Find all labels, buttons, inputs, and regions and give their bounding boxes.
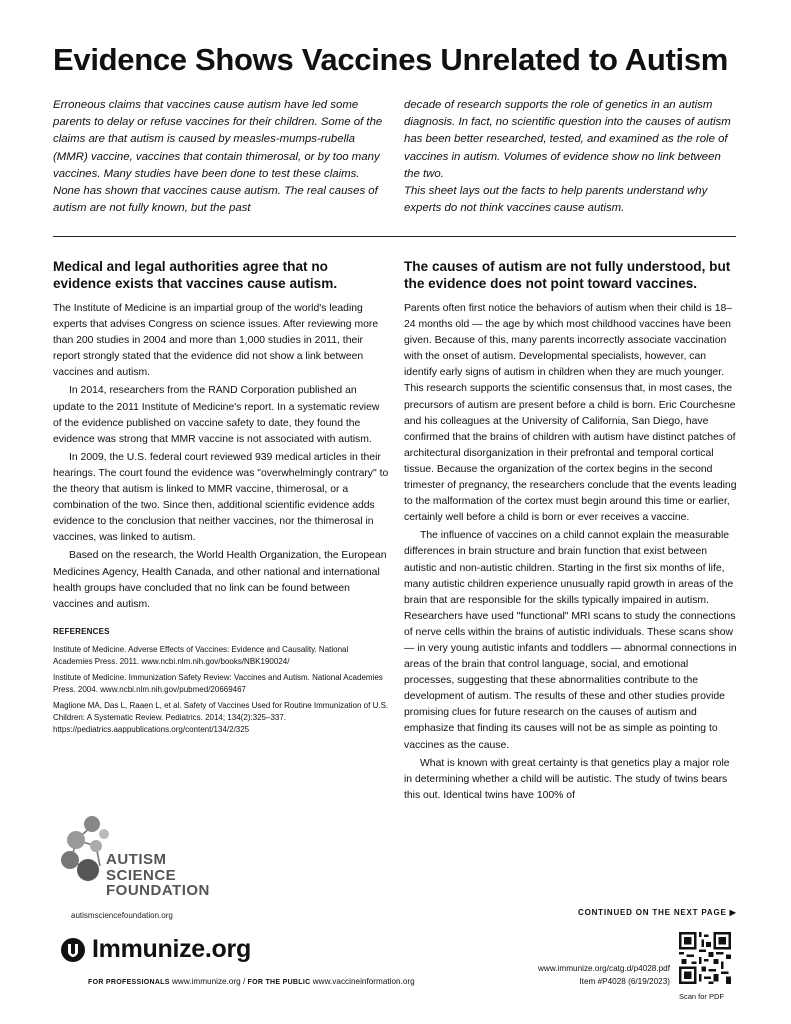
section-heading: Medical and legal authorities agree that no evidence exists that vaccines cause autism. [53,259,338,291]
asf-logo-text: AUTISM SCIENCE FOUNDATION [106,851,210,899]
asf-url[interactable]: autismsciencefoundation.org [71,911,173,920]
professional-url[interactable]: www.immunize.org [172,977,241,986]
immunize-logo-icon [60,937,86,963]
body-paragraph: The Institute of Medicine is an impartial group of the world's leading experts that advises Congress on science issues. After reviewing more than 200 studies in 2004 and more than 1,000 studies in 2011, their report strongly stated that the evidence did not show a link between vaccines and autism. [53,303,379,379]
intro-paragraph: decade of research supports the role of genetics in an autism diagnosis. In fact, no scientific question into the causes of autism has been better researched, tested, and examined as the role of vaccines in autism. Volumes of evidence show no link between the two. [404,99,731,180]
intro-left [53,97,388,217]
body-paragraph: In 2009, the U.S. federal court reviewed 939 medical articles in their hearings. The court found the evidence was "overwhelmingly contrary" to the theory that autism is linked to MMR vaccine, thimerosal, or a combination of the two. Since then, additional scientific evidence adds evidence to the conclusion that neither vaccines, nor the thimerosal in vaccines, was linked to autism. [53,451,389,544]
section-divider [53,236,736,237]
immunize-name: Immunize.org [92,935,251,963]
reference-item: Maglione MA, Das L, Raaen L, et al. Safety of Vaccines Used for Routine Immunization of U.S. Children: A Systematic Review. Pediatrics. 2014; 134(2):325–337. https://pediatrics.aappublications.org/content/134/2/325 [53,700,389,734]
intro-right [404,97,739,217]
intro-paragraph: Erroneous claims that vaccines cause autism have led some parents to delay or refuse vaccines for their children. Some of the claims are that autism is caused by measles-mumps-rubella (MMR) vaccine, vaccines that contain thimerosal, or by too many vaccines. Many studies have been done to test these claims. None has shown that vaccines cause autism. The real causes of autism are not fully known, but the past [53,99,383,215]
catg-url[interactable]: www.immunize.org/catg.d/p4028.pdf [538,964,670,973]
left-column [53,258,389,740]
immunize-logo [60,935,251,964]
footer-item-info [505,962,670,988]
footer-links: FOR PROFESSIONALS www.immunize.org / FOR THE PUBLIC www.vaccineinformation.org [88,977,415,986]
page-title: Evidence Shows Vaccines Unrelated to Autism [53,42,729,77]
item-number: Item #P4028 (6/19/2023) [579,977,670,986]
reference-item: Institute of Medicine. Adverse Effects of Vaccines: Evidence and Causality. National Academies Press. 2011. www.ncbi.nlm.nih.gov/books/NBK190024/ [53,644,349,666]
public-url[interactable]: www.vaccineinformation.org [312,977,415,986]
scan-caption: Scan for PDF [679,992,725,1001]
body-paragraph: Parents often first notice the behaviors of autism when their child is 18–24 months old — the age by which most childhood vaccines have been given. Because of this, many parents incorrectly associate vaccination with the onset of autism. Developmental specialists, however, can identify early signs of autism in children when they are much younger. This research supports the scientific consensus that, in most cases, the precursors of autism are present before a child is born. Eric Courchesne and his colleagues at the University of California, San Diego, have confirmed that the brains of children with autism have distinct patches of architectural disorganization in their prefrontal and temporal cortical tissue. Because the organization of the cortex begins in the second trimester of pregnancy, the researchers conclude that the events leading to the malformation of the cortex must begin around this time or earlier, certainly well before a child is born or ever receives a vaccine. [404,303,737,524]
references-heading: REFERENCES [53,626,110,636]
section-heading: The causes of autism are not fully understood, but the evidence does not point toward vaccines. [404,259,731,291]
body-paragraph: The influence of vaccines on a child cannot explain the measurable differences in brain structure and brain function that exist between autistic and non-autistic children. Starting in the first six months of life, many autistic children experience unusually rapid growth in areas of the brain that are responsible for the skills typically impaired in autism. Researchers have used "functional" MRI scans to study the connections of nerve cells within the brains of autistic individuals. These scans show — in very young autistic infants and toddlers — abnormal connections in areas of the brain that control language, social, and emotional processes, suggesting that these abnormalities contribute to the development of autism. The results of these and other studies provide promising clues for future research on the causes of autism and emphasize that finding its causes will not be as simple as pointing to vaccines as the cause. [404,530,737,751]
body-paragraph: Based on the research, the World Health Organization, the European Medicines Agency, Health Canada, and other national and international health groups have concluded that no link can be found between vaccines and autism. [53,550,387,610]
body-paragraph: What is known with great certainty is that genetics play a major role in determining whether a child will be autistic. The study of twins bears this out. Identical twins have 100% of [404,757,730,801]
reference-item: Institute of Medicine. Immunization Safety Review: Vaccines and Autism. National Academies Press. 2004. www.ncbi.nlm.nih.gov/pubmed/20669467 [53,672,383,694]
body-paragraph: In 2014, researchers from the RAND Corporation published an update to the 2011 Institute of Medicine's report. In a systematic review of the evidence published on vaccine safety to date, they found the evidence was strong that MMR vaccine is not associated with autism. [53,385,380,445]
intro-paragraph: This sheet lays out the facts to help parents understand why experts do not think vaccines cause autism. [404,185,708,215]
continued-note: CONTINUED ON THE NEXT PAGE ▶ [578,908,737,917]
qr-code-icon[interactable] [679,932,731,984]
right-column [404,258,740,804]
